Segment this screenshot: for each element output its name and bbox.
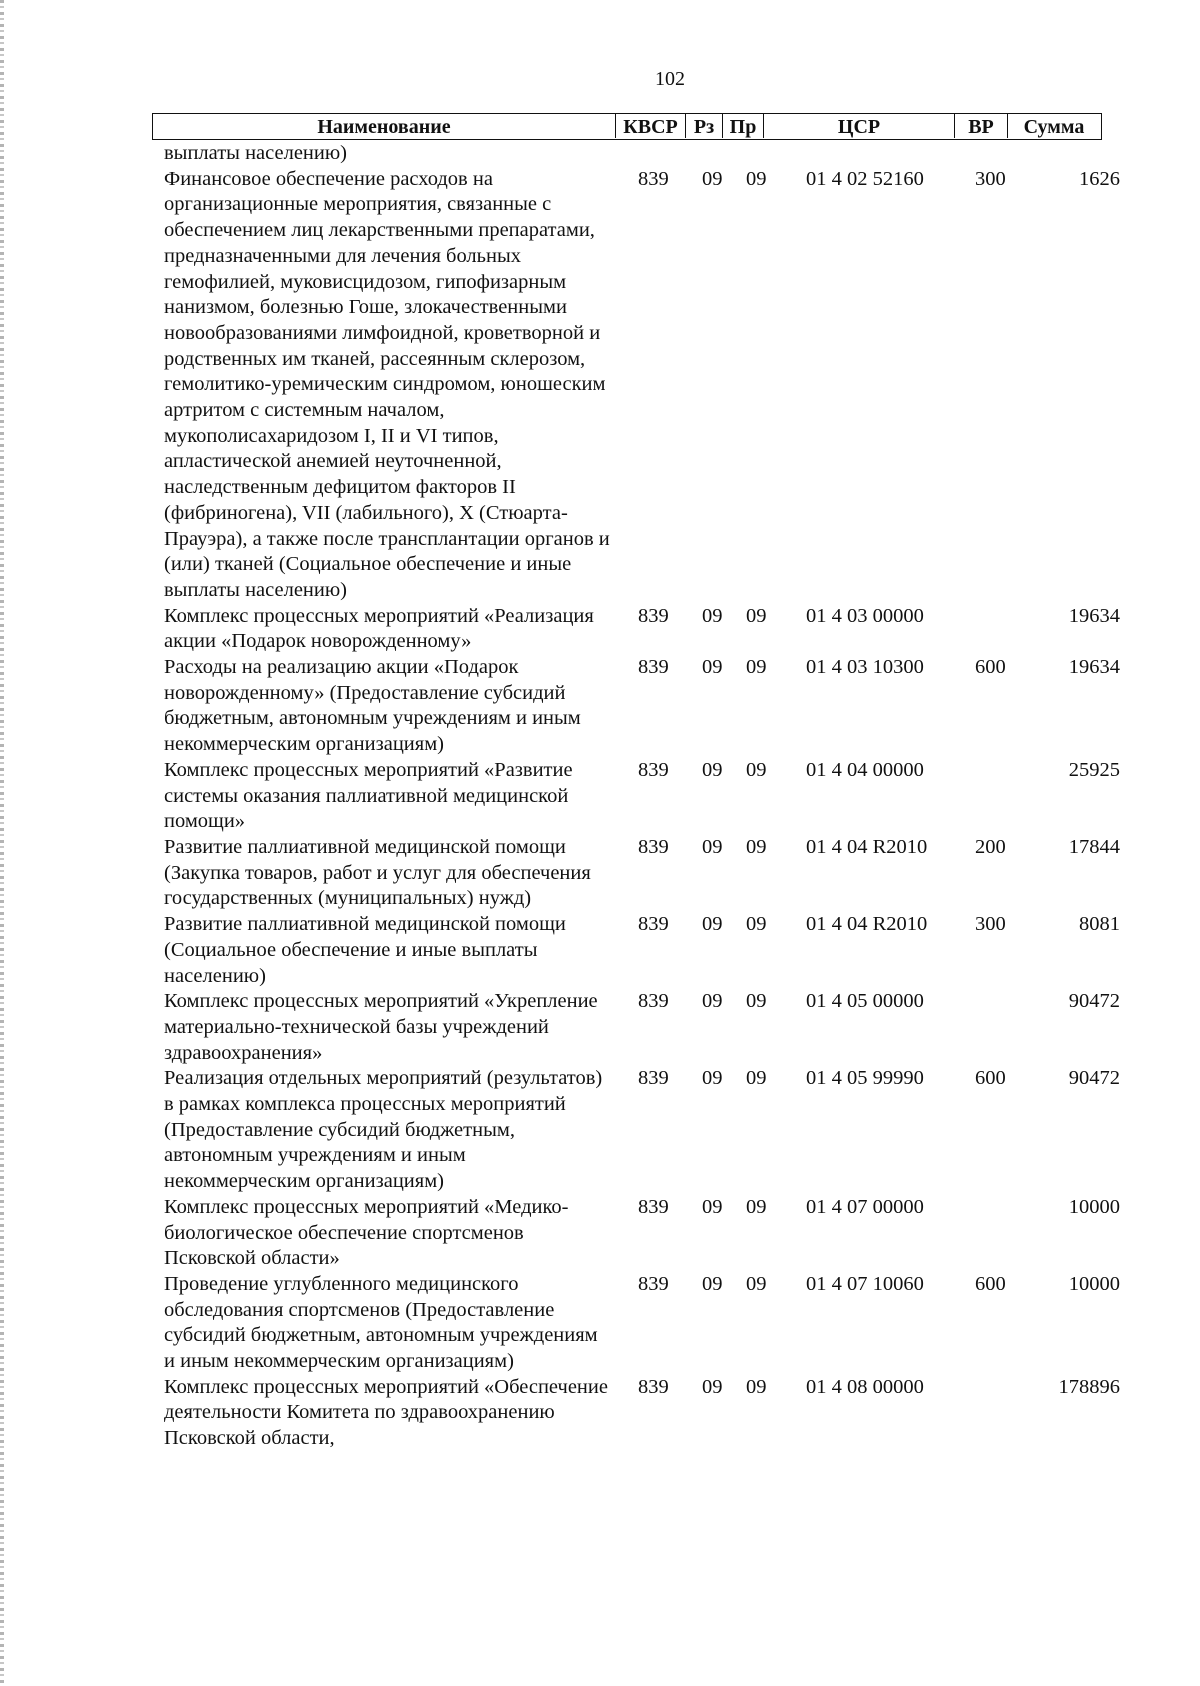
row-rz: 09 [702,1272,723,1295]
row-rz: 09 [702,758,723,781]
row-csr: 01 4 05 00000 [806,990,924,1013]
table-row [0,167,1200,604]
row-sum: 10000 [1068,1195,1120,1218]
page-number: 102 [655,68,685,90]
row-sum: 19634 [1068,656,1120,679]
row-csr: 01 4 08 00000 [806,1375,924,1398]
row-kvsr: 839 [638,1195,669,1218]
column-header-pr: Пр [723,114,764,138]
column-header-rz: Рз [686,114,723,138]
row-kvsr: 839 [638,758,669,781]
row-sum: 1626 [1079,167,1120,190]
table-row [0,835,1200,912]
table-header [152,113,1102,140]
table-row [0,655,1200,758]
row-vr: 600 [975,1067,1006,1090]
row-name: Реализация отдельных мероприятий (результатов) в рамках комплекса процессных мероприятий (Предоставление субсидий бюджетным, автономным учреждениям и иным некоммерческим организациям) [164,1067,603,1193]
row-sum: 178896 [1058,1375,1120,1398]
row-name: Финансовое обеспечение расходов на организационные мероприятия, связанные с обеспечением лиц лекарственными препаратами, предназначенными для лечения больных гемофилией, муковисцидозом, гипофизарным нанизмом, болезнью Гоше, злокачественными новообразованиями лимфоидной, кроветворной и родственных им тканей, рассеянным склерозом, гемолитико-уремическим синдромом, юношеским артритом с системным началом, мукополисахаридозом I, II и VI типов, апластической анемией неуточненной, наследственным дефицитом факторов II (фибриногена), VII (лабильного), X (Стюарта-Прауэра), а также после трансплантации органов и (или) тканей (Социальное обеспечение и иные выплаты населению) [164,167,610,601]
row-vr: 600 [975,656,1006,679]
row-vr: 300 [975,167,1006,190]
row-name: Проведение углубленного медицинского обследования спортсменов (Предоставление субсидий бюджетным, автономным учреждениям и иным некоммерческим организациям) [164,1272,598,1373]
row-kvsr: 839 [638,167,669,190]
row-name: Комплекс процессных мероприятий «Обеспечение деятельности Комитета по здравоохранению Псковской области, [164,1375,608,1450]
row-pr: 09 [746,1195,767,1218]
row-pr: 09 [746,167,767,190]
row-name: выплаты населению) [164,142,348,164]
row-vr: 300 [975,913,1006,936]
row-kvsr: 839 [638,1272,669,1295]
table-row [0,1195,1200,1272]
row-sum: 90472 [1068,1067,1120,1090]
table-body [0,141,1200,1452]
row-pr: 09 [746,604,767,627]
row-pr: 09 [746,1272,767,1295]
row-pr: 09 [746,758,767,781]
row-name: Расходы на реализацию акции «Подарок новорожденному» (Предоставление субсидий бюджетным, автономным учреждениям и иным некоммерческим организациям) [164,656,581,756]
row-csr: 01 4 04 00000 [806,758,924,781]
row-name: Комплекс процессных мероприятий «Медико-биологическое обеспечение спортсменов Псковской области» [164,1195,569,1270]
table-row [0,1375,1200,1452]
row-rz: 09 [702,167,723,190]
row-csr: 01 4 04 R2010 [806,835,928,858]
row-sum: 10000 [1068,1272,1120,1295]
row-rz: 09 [702,1067,723,1090]
row-pr: 09 [746,990,767,1013]
table-row [0,758,1200,835]
column-header-kvsr: КВСР [616,114,686,138]
row-pr: 09 [746,913,767,936]
row-kvsr: 839 [638,1375,669,1398]
row-csr: 01 4 04 R2010 [806,913,928,936]
table-row [0,1272,1200,1375]
column-header-sum: Сумма [1023,116,1085,138]
column-header-vr: ВР [955,114,1008,138]
row-sum: 17844 [1068,835,1120,858]
row-rz: 09 [702,913,723,936]
row-kvsr: 839 [638,656,669,679]
row-rz: 09 [702,835,723,858]
row-pr: 09 [746,656,767,679]
row-csr: 01 4 07 10060 [806,1272,924,1295]
row-csr: 01 4 02 52160 [806,167,924,190]
table-row [0,604,1200,655]
row-pr: 09 [746,835,767,858]
row-sum: 25925 [1068,758,1120,781]
row-name: Развитие паллиативной медицинской помощи (Социальное обеспечение и иные выплаты населению) [164,913,566,987]
row-kvsr: 839 [638,1067,669,1090]
column-header-name: Наименование [153,114,616,138]
row-csr: 01 4 07 00000 [806,1195,924,1218]
row-name: Развитие паллиативной медицинской помощи (Закупка товаров, работ и услуг для обеспечения государственных (муниципальных) нужд) [164,835,591,910]
row-rz: 09 [702,656,723,679]
row-csr: 01 4 03 10300 [806,656,924,679]
row-vr: 600 [975,1272,1006,1295]
row-pr: 09 [746,1067,767,1090]
row-sum: 19634 [1068,604,1120,627]
row-name: Комплекс процессных мероприятий «Развитие системы оказания паллиативной медицинской помощи» [164,758,573,833]
row-vr: 200 [975,835,1006,858]
row-pr: 09 [746,1375,767,1398]
column-header-csr: ЦСР [764,114,955,138]
table-row [0,912,1200,989]
row-sum: 90472 [1068,990,1120,1013]
row-kvsr: 839 [638,913,669,936]
row-kvsr: 839 [638,990,669,1013]
row-csr: 01 4 03 00000 [806,604,924,627]
row-rz: 09 [702,1195,723,1218]
row-rz: 09 [702,604,723,627]
row-sum: 8081 [1079,913,1120,936]
table-row [0,989,1200,1066]
row-kvsr: 839 [638,835,669,858]
table-row [0,141,1200,167]
table-row [0,1066,1200,1195]
row-rz: 09 [702,1375,723,1398]
row-name: Комплекс процессных мероприятий «Реализация акции «Подарок новорожденному» [164,604,594,653]
row-name: Комплекс процессных мероприятий «Укрепление материально-технической базы учреждений здравоохранения» [164,990,598,1064]
row-csr: 01 4 05 99990 [806,1067,924,1090]
row-kvsr: 839 [638,604,669,627]
row-rz: 09 [702,990,723,1013]
